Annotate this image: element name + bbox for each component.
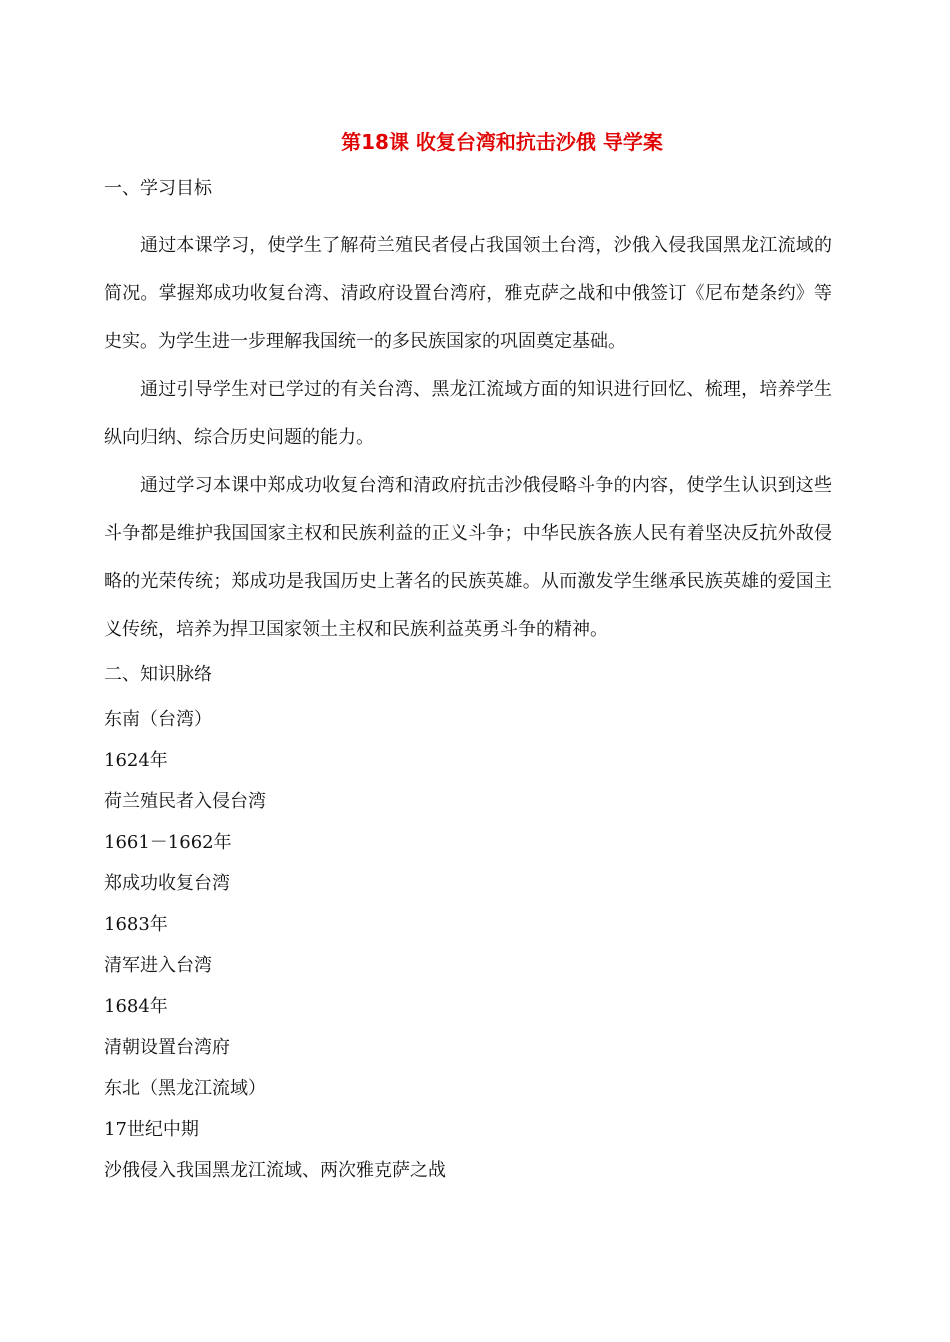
outline-item: 东南（台湾） (104, 709, 212, 730)
outline-item: 1684年 (104, 996, 168, 1017)
outline-item: 1624年 (104, 750, 168, 771)
outline-item: 沙俄侵入我国黑龙江流域、两次雅克萨之战 (104, 1160, 446, 1181)
section-heading-objectives: 一、学习目标 (104, 178, 212, 199)
objective-paragraph-1: 通过本课学习，使学生了解荷兰殖民者侵占我国领土台湾，沙俄入侵我国黑龙江流域的简况。掌握郑成功收复台湾、清政府设置台湾府，雅克萨之战和中俄签订《尼布楚条约》等史实。为学生进一步理解我国统一的多民族国家的巩固奠定基础。 (104, 235, 832, 352)
outline-item: 清朝设置台湾府 (104, 1037, 230, 1058)
outline-item: 荷兰殖民者入侵台湾 (104, 791, 266, 812)
outline-item: 1683年 (104, 914, 168, 935)
outline-item: 清军进入台湾 (104, 955, 212, 976)
document-title: 第18课 收复台湾和抗击沙俄 导学案 (341, 130, 663, 154)
outline-item: 郑成功收复台湾 (104, 873, 230, 894)
section-heading-knowledge: 二、知识脉络 (104, 664, 212, 685)
objective-paragraph-3: 通过学习本课中郑成功收复台湾和清政府抗击沙俄侵略斗争的内容，使学生认识到这些斗争都是维护我国国家主权和民族利益的正义斗争；中华民族各族人民有着坚决反抗外敌侵略的光荣传统；郑成功是我国历史上著名的民族英雄。从而激发学生继承民族英雄的爱国主义传统，培养为捍卫国家领土主权和民族利益英勇斗争的精神。 (104, 475, 832, 640)
outline-item: 1661－1662年 (104, 832, 232, 853)
learning-objectives-section (104, 174, 832, 690)
knowledge-outline (104, 705, 804, 1197)
outline-item: 17世纪中期 (104, 1119, 199, 1140)
objective-paragraph-2: 通过引导学生对已学过的有关台湾、黑龙江流域方面的知识进行回忆、梳理，培养学生纵向归纳、综合历史问题的能力。 (104, 379, 832, 448)
outline-item: 东北（黑龙江流域） (104, 1078, 266, 1099)
